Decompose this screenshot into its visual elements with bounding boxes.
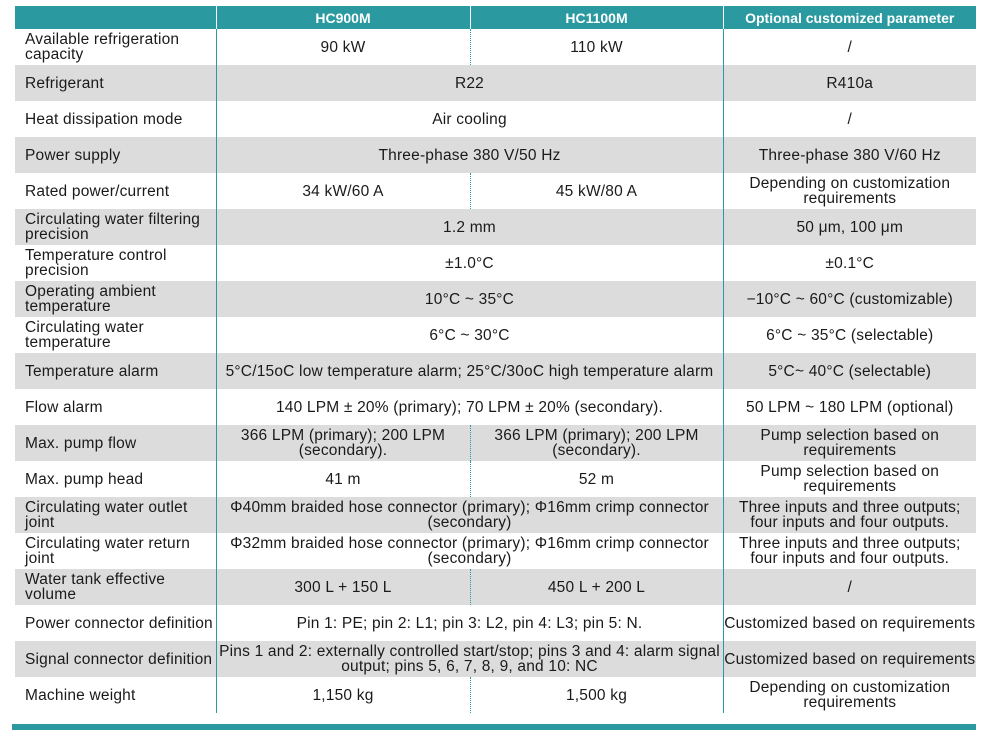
table-row: [15, 425, 976, 461]
row-label: Circulating water return joint: [15, 533, 216, 569]
value-optional: /: [723, 569, 976, 605]
value-both-models: R22: [216, 65, 723, 101]
value-optional: Customized based on requirements: [723, 641, 976, 677]
table-row: [15, 209, 976, 245]
table-row: [15, 245, 976, 281]
value-optional: Three inputs and three outputs; four inputs and four outputs.: [723, 497, 976, 533]
row-label: Operating ambient temperature: [15, 281, 216, 317]
value-hc1100m: 450 L + 200 L: [470, 569, 723, 605]
header-optional: Optional customized parameter: [723, 6, 976, 29]
value-both-models: Air cooling: [216, 101, 723, 137]
value-hc900m: 300 L + 150 L: [216, 569, 470, 605]
value-hc1100m: 366 LPM (primary); 200 LPM (secondary).: [470, 425, 723, 461]
value-optional: Depending on customization requirements: [723, 173, 976, 209]
table-row: [15, 65, 976, 101]
value-both-models: 5°C/15oC low temperature alarm; 25°C/30oC high temperature alarm: [216, 353, 723, 389]
table-row: [15, 137, 976, 173]
value-hc900m: 366 LPM (primary); 200 LPM (secondary).: [216, 425, 470, 461]
value-optional: /: [723, 101, 976, 137]
row-label: Temperature alarm: [15, 353, 216, 389]
value-both-models: 140 LPM ± 20% (primary); 70 LPM ± 20% (secondary).: [216, 389, 723, 425]
table-row: [15, 29, 976, 65]
row-label: Machine weight: [15, 677, 216, 713]
header-hc1100m: HC1100M: [470, 6, 723, 29]
value-hc900m: 1,150 kg: [216, 677, 470, 713]
table-row: [15, 317, 976, 353]
value-hc1100m: 110 kW: [470, 29, 723, 65]
row-label: Max. pump flow: [15, 425, 216, 461]
table-row: [15, 353, 976, 389]
row-label: Temperature control precision: [15, 245, 216, 281]
table-row: [15, 497, 976, 533]
table-row: [15, 533, 976, 569]
value-hc900m: 90 kW: [216, 29, 470, 65]
table-row: [15, 389, 976, 425]
value-optional: Depending on customization requirements: [723, 677, 976, 713]
table-row: [15, 101, 976, 137]
row-label: Refrigerant: [15, 65, 216, 101]
value-optional: Pump selection based on requirements: [723, 425, 976, 461]
row-label: Power connector definition: [15, 605, 216, 641]
table-row: [15, 461, 976, 497]
value-optional: 50 μm, 100 μm: [723, 209, 976, 245]
header-corner: [15, 6, 216, 29]
value-both-models: 1.2 mm: [216, 209, 723, 245]
table-row: [15, 569, 976, 605]
value-optional: Customized based on requirements: [723, 605, 976, 641]
row-label: Circulating water filtering precision: [15, 209, 216, 245]
row-label: Heat dissipation mode: [15, 101, 216, 137]
table-row: [15, 677, 976, 713]
row-label: Circulating water outlet joint: [15, 497, 216, 533]
value-both-models: Pins 1 and 2: externally controlled start/stop; pins 3 and 4: alarm signal output; pins 5, 6, 7, 8, 9, and 10: NC: [216, 641, 723, 677]
value-both-models: 6°C ~ 30°C: [216, 317, 723, 353]
value-optional: Three inputs and three outputs; four inputs and four outputs.: [723, 533, 976, 569]
value-optional: 5°C~ 40°C (selectable): [723, 353, 976, 389]
value-optional: 6°C ~ 35°C (selectable): [723, 317, 976, 353]
table-row: [15, 173, 976, 209]
value-optional: 50 LPM ~ 180 LPM (optional): [723, 389, 976, 425]
value-optional: Pump selection based on requirements: [723, 461, 976, 497]
value-optional: ±0.1°C: [723, 245, 976, 281]
row-label: Power supply: [15, 137, 216, 173]
bottom-rule: [12, 724, 976, 730]
row-label: Water tank effective volume: [15, 569, 216, 605]
value-hc900m: 41 m: [216, 461, 470, 497]
value-both-models: Φ40mm braided hose connector (primary); Φ16mm crimp connector (secondary): [216, 497, 723, 533]
header-row: [15, 6, 976, 29]
value-optional: /: [723, 29, 976, 65]
row-label: Max. pump head: [15, 461, 216, 497]
row-label: Circulating water temperature: [15, 317, 216, 353]
value-both-models: Three-phase 380 V/50 Hz: [216, 137, 723, 173]
row-label: Available refrigeration capacity: [15, 29, 216, 65]
spec-table: [15, 6, 976, 713]
table-row: [15, 641, 976, 677]
value-optional: −10°C ~ 60°C (customizable): [723, 281, 976, 317]
value-hc1100m: 45 kW/80 A: [470, 173, 723, 209]
value-both-models: Pin 1: PE; pin 2: L1; pin 3: L2, pin 4: L3; pin 5: N.: [216, 605, 723, 641]
value-hc1100m: 52 m: [470, 461, 723, 497]
row-label: Flow alarm: [15, 389, 216, 425]
value-both-models: 10°C ~ 35°C: [216, 281, 723, 317]
table-row: [15, 605, 976, 641]
value-both-models: Φ32mm braided hose connector (primary); Φ16mm crimp connector (secondary): [216, 533, 723, 569]
table-row: [15, 281, 976, 317]
value-hc1100m: 1,500 kg: [470, 677, 723, 713]
value-optional: R410a: [723, 65, 976, 101]
table-body: [15, 29, 976, 713]
row-label: Rated power/current: [15, 173, 216, 209]
value-optional: Three-phase 380 V/60 Hz: [723, 137, 976, 173]
value-both-models: ±1.0°C: [216, 245, 723, 281]
row-label: Signal connector definition: [15, 641, 216, 677]
value-hc900m: 34 kW/60 A: [216, 173, 470, 209]
header-hc900m: HC900M: [216, 6, 470, 29]
